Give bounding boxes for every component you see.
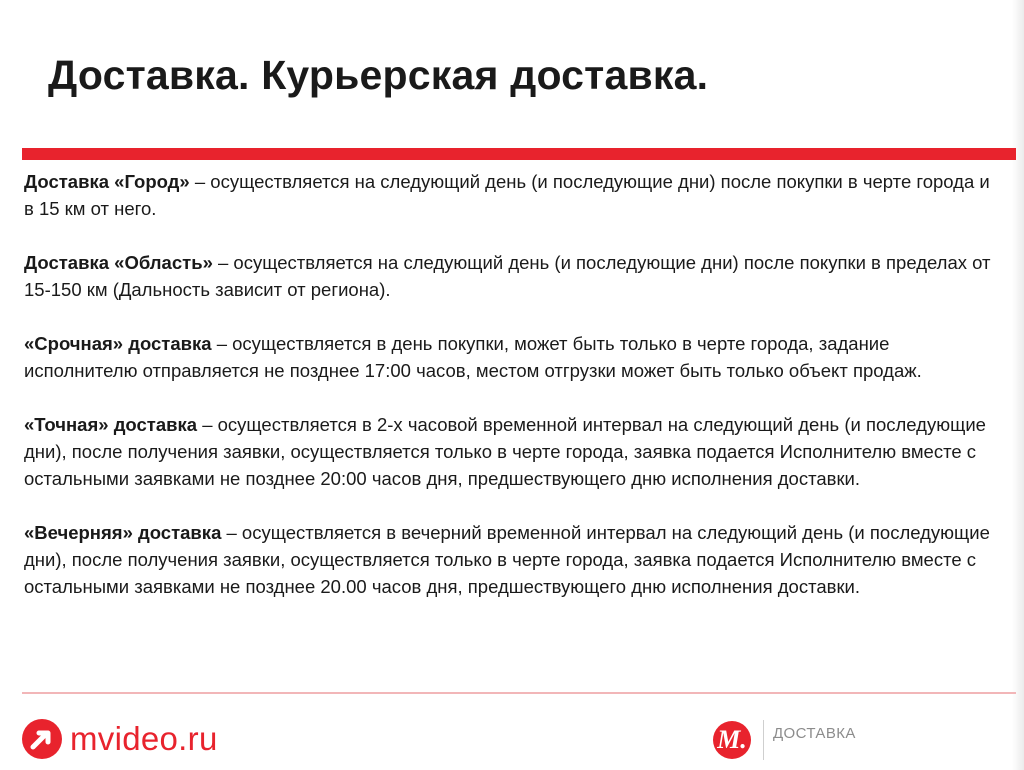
paragraph-text: – осуществляется в 2-х часовой временной интервал на следующий день (и последующие дни), после получения заявки, осуществляется только в черте города, заявка подается Исполнителю вместе с остальными заявками не позднее 20:00 часов дня, предшествующего дню исполнения доставки.	[24, 414, 986, 489]
logo-text: mvideo.ru	[70, 720, 218, 757]
m-logo-icon	[713, 721, 751, 759]
paragraph-text: – осуществляется на следующий день (и последующие дни) после покупки в черте города и в 15 км от него.	[24, 171, 990, 219]
paragraph-text: – осуществляется в вечерний временной интервал на следующий день (и последующие дни), после получения заявки, осуществляется только в черте города, заявка подается Исполнителю вместе с остальными заявками не позднее 20.00 часов дня, предшествующего дню исполнения доставки.	[24, 522, 990, 597]
paragraph-evening-delivery	[24, 519, 1004, 600]
paragraph-heading: Доставка «Область»	[24, 252, 213, 273]
paragraph-text: – осуществляется на следующий день (и последующие дни) после покупки в пределах от 15-150 км (Дальность зависит от региона).	[24, 252, 991, 300]
arrow-up-right-icon	[22, 719, 62, 759]
paragraph-region-delivery	[24, 249, 1004, 303]
footer-brand	[713, 718, 856, 762]
title-divider	[22, 148, 1016, 160]
brand-letter: M.	[717, 725, 747, 754]
paragraph-urgent-delivery	[24, 330, 1004, 384]
footer-vertical-divider	[763, 720, 764, 760]
slide-title: Доставка. Курьерская доставка.	[48, 52, 709, 98]
section-label: ДОСТАВКА	[773, 724, 856, 742]
paragraph-heading: «Точная» доставка	[24, 414, 198, 435]
paragraph-exact-delivery	[24, 411, 1004, 492]
paragraph-heading: «Вечерняя» доставка	[24, 522, 222, 543]
paragraph-city-delivery	[24, 168, 1004, 222]
footer-divider	[22, 692, 1016, 694]
slide-edge-shadow	[1012, 0, 1024, 770]
mvideo-logo	[22, 716, 218, 762]
paragraph-text: – осуществляется в день покупки, может быть только в черте города, задание исполнителю отправляется не позднее 17:00 часов, местом отгрузки может быть только объект продаж.	[24, 333, 922, 381]
paragraph-heading: Доставка «Город»	[24, 171, 190, 192]
paragraph-heading: «Срочная» доставка	[24, 333, 212, 354]
slide-body	[24, 168, 1004, 627]
